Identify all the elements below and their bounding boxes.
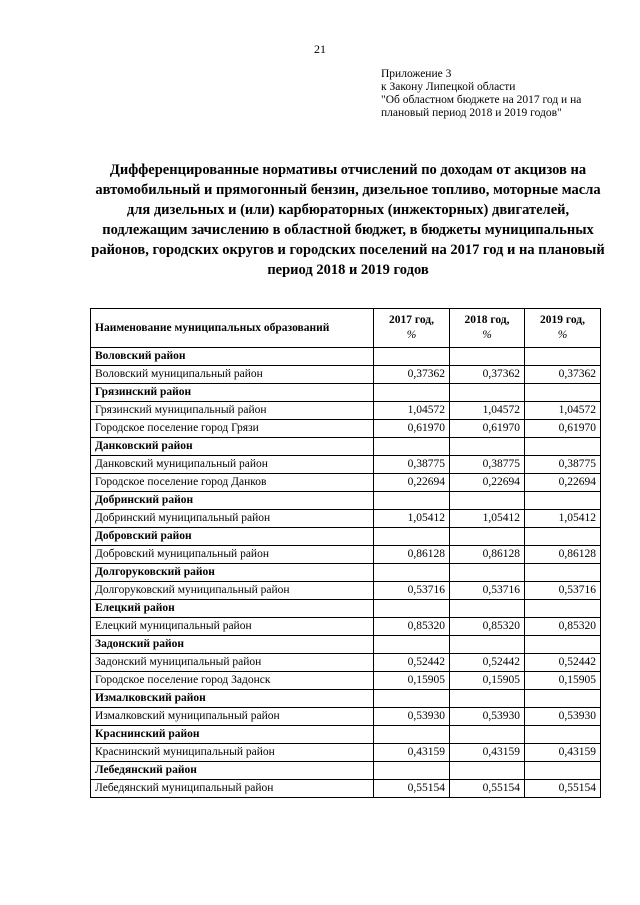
- value-2018: 0,15905: [450, 672, 525, 690]
- district-row: [91, 528, 601, 546]
- value-2019: 0,37362: [525, 366, 601, 384]
- value-2017: [374, 690, 450, 708]
- header-2017: [374, 309, 450, 348]
- appendix-note: [381, 68, 621, 120]
- header-2019-unit: %: [557, 329, 568, 341]
- value-2018: 0,53716: [450, 582, 525, 600]
- value-2017: [374, 636, 450, 654]
- entity-name: Измалковский муниципальный район: [91, 708, 374, 726]
- value-2017: 0,38775: [374, 456, 450, 474]
- value-2019: 1,04572: [525, 402, 601, 420]
- table-row: [91, 510, 601, 528]
- appendix-line-2: к Закону Липецкой области: [381, 81, 516, 93]
- value-2018: [450, 690, 525, 708]
- norms-table: [90, 308, 601, 798]
- district-name: Данковский район: [91, 438, 374, 456]
- value-2018: [450, 528, 525, 546]
- table-header-row: [91, 309, 601, 348]
- page-number: 21: [314, 42, 326, 56]
- value-2018: 0,85320: [450, 618, 525, 636]
- value-2018: [450, 384, 525, 402]
- appendix-line-1: Приложение 3: [381, 68, 452, 80]
- header-2018: [450, 309, 525, 348]
- value-2019: 1,05412: [525, 510, 601, 528]
- value-2018: 0,43159: [450, 744, 525, 762]
- value-2017: [374, 564, 450, 582]
- value-2017: 0,85320: [374, 618, 450, 636]
- header-2018-label: 2018 год,: [464, 314, 510, 326]
- entity-name: Добринский муниципальный район: [91, 510, 374, 528]
- value-2018: 0,61970: [450, 420, 525, 438]
- district-name: Краснинский район: [91, 726, 374, 744]
- header-2018-unit: %: [482, 329, 492, 341]
- value-2017: [374, 492, 450, 510]
- value-2019: 0,55154: [525, 780, 601, 798]
- value-2017: 1,04572: [374, 402, 450, 420]
- value-2018: [450, 348, 525, 366]
- district-name: Лебедянский район: [91, 762, 374, 780]
- value-2019: 0,52442: [525, 654, 601, 672]
- table-row: [91, 456, 601, 474]
- district-row: [91, 492, 601, 510]
- value-2018: 0,55154: [450, 780, 525, 798]
- value-2018: [450, 726, 525, 744]
- district-name: Грязинский район: [91, 384, 374, 402]
- table-row: [91, 546, 601, 564]
- district-name: Добровский район: [91, 528, 374, 546]
- district-row: [91, 564, 601, 582]
- district-row: [91, 690, 601, 708]
- district-name: Долгоруковский район: [91, 564, 374, 582]
- value-2017: 1,05412: [374, 510, 450, 528]
- value-2017: [374, 726, 450, 744]
- value-2019: [525, 636, 601, 654]
- value-2019: [525, 690, 601, 708]
- value-2017: [374, 348, 450, 366]
- value-2019: [525, 762, 601, 780]
- header-2019-label: 2019 год,: [540, 314, 585, 326]
- header-2017-unit: %: [406, 329, 417, 341]
- value-2018: 1,04572: [450, 402, 525, 420]
- table-body: [91, 348, 601, 798]
- value-2017: [374, 528, 450, 546]
- value-2019: 0,53930: [525, 708, 601, 726]
- value-2018: 0,86128: [450, 546, 525, 564]
- value-2018: 0,37362: [450, 366, 525, 384]
- district-name: Елецкий район: [91, 600, 374, 618]
- value-2018: 1,05412: [450, 510, 525, 528]
- district-row: [91, 348, 601, 366]
- entity-name: Городское поселение город Грязи: [91, 420, 374, 438]
- value-2017: 0,22694: [374, 474, 450, 492]
- header-2017-label: 2017 год,: [389, 314, 434, 326]
- value-2018: [450, 564, 525, 582]
- value-2017: 0,53930: [374, 708, 450, 726]
- value-2019: 0,38775: [525, 456, 601, 474]
- district-name: Измалковский район: [91, 690, 374, 708]
- appendix-line-3: "Об областном бюджете на 2017 год и на: [381, 94, 582, 106]
- table-row: [91, 672, 601, 690]
- value-2019: [525, 492, 601, 510]
- district-name: Добринский район: [91, 492, 374, 510]
- entity-name: Данковский муниципальный район: [91, 456, 374, 474]
- value-2019: [525, 438, 601, 456]
- table-row: [91, 402, 601, 420]
- table-row: [91, 780, 601, 798]
- district-row: [91, 384, 601, 402]
- value-2019: [525, 564, 601, 582]
- document-title: Дифференцированные нормативы отчислений по доходам от акцизов на автомобильный и прямогонный бензин, дизельное топливо, моторные масла для дизельных и (или) карбюраторных (инжекторных) двигателей, подлежащим зачислению в областной бюджет, в бюджеты муниципальных районов, городских округов и городских поселений на 2017 год и на плановый период 2018 и 2019 годов: [91, 162, 605, 278]
- table-row: [91, 708, 601, 726]
- value-2018: 0,22694: [450, 474, 525, 492]
- value-2018: [450, 636, 525, 654]
- district-name: Задонский район: [91, 636, 374, 654]
- table-row: [91, 744, 601, 762]
- entity-name: Добровский муниципальный район: [91, 546, 374, 564]
- entity-name: Краснинский муниципальный район: [91, 744, 374, 762]
- entity-name: Лебедянский муниципальный район: [91, 780, 374, 798]
- entity-name: Городское поселение город Задонск: [91, 672, 374, 690]
- value-2019: 0,15905: [525, 672, 601, 690]
- value-2019: 0,22694: [525, 474, 601, 492]
- entity-name: Задонский муниципальный район: [91, 654, 374, 672]
- header-2019: [525, 309, 601, 348]
- value-2019: [525, 600, 601, 618]
- value-2018: [450, 492, 525, 510]
- value-2018: [450, 762, 525, 780]
- table-row: [91, 654, 601, 672]
- table-row: [91, 474, 601, 492]
- district-row: [91, 762, 601, 780]
- value-2017: 0,61970: [374, 420, 450, 438]
- value-2017: [374, 600, 450, 618]
- entity-name: Грязинский муниципальный район: [91, 402, 374, 420]
- value-2017: 0,86128: [374, 546, 450, 564]
- value-2019: [525, 528, 601, 546]
- value-2018: 0,38775: [450, 456, 525, 474]
- value-2019: 0,43159: [525, 744, 601, 762]
- value-2017: 0,15905: [374, 672, 450, 690]
- value-2018: [450, 600, 525, 618]
- table-row: [91, 582, 601, 600]
- value-2017: [374, 384, 450, 402]
- value-2017: 0,37362: [374, 366, 450, 384]
- district-row: [91, 600, 601, 618]
- value-2018: [450, 438, 525, 456]
- header-name: Наименование муниципальных образований: [91, 309, 374, 348]
- value-2017: 0,43159: [374, 744, 450, 762]
- value-2019: 0,53716: [525, 582, 601, 600]
- value-2017: [374, 438, 450, 456]
- table-row: [91, 420, 601, 438]
- value-2017: [374, 762, 450, 780]
- value-2019: [525, 348, 601, 366]
- entity-name: Елецкий муниципальный район: [91, 618, 374, 636]
- value-2017: 0,52442: [374, 654, 450, 672]
- value-2019: [525, 726, 601, 744]
- entity-name: Воловский муниципальный район: [91, 366, 374, 384]
- entity-name: Городское поселение город Данков: [91, 474, 374, 492]
- value-2019: 0,86128: [525, 546, 601, 564]
- value-2018: 0,53930: [450, 708, 525, 726]
- district-row: [91, 726, 601, 744]
- value-2018: 0,52442: [450, 654, 525, 672]
- table-row: [91, 618, 601, 636]
- value-2019: 0,85320: [525, 618, 601, 636]
- value-2019: 0,61970: [525, 420, 601, 438]
- value-2019: [525, 384, 601, 402]
- value-2017: 0,53716: [374, 582, 450, 600]
- district-row: [91, 636, 601, 654]
- district-name: Воловский район: [91, 348, 374, 366]
- appendix-line-4: плановый период 2018 и 2019 годов": [381, 107, 562, 119]
- entity-name: Долгоруковский муниципальный район: [91, 582, 374, 600]
- district-row: [91, 438, 601, 456]
- value-2017: 0,55154: [374, 780, 450, 798]
- table-row: [91, 366, 601, 384]
